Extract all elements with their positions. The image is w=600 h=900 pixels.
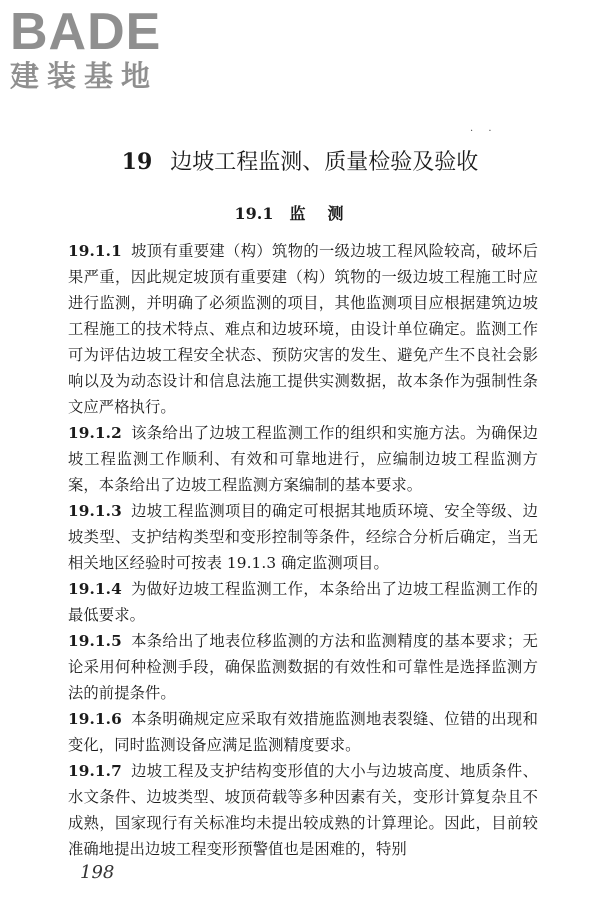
page-number: 198 bbox=[80, 862, 115, 883]
clause-text: 坡顶有重要建（构）筑物的一级边坡工程风险较高，破坏后果严重，因此规定坡顶有重要建（构）筑物的一级边坡工程施工时应进行监测，并明确了必须监测的项目，其他监测项目应根据建筑边坡工程施工的技术特点、难点和边坡环境，由设计单位确定。监测工作可为评估边坡工程安全状态、预防灾害的发生、避免产生不良社会影响以及为动态设计和信息法施工提供实测数据，故本条作为强制性条文应严格执行。 bbox=[68, 242, 538, 416]
clause-paragraph bbox=[68, 238, 538, 420]
clause-text: 本条明确规定应采取有效措施监测地表裂缝、位错的出现和变化，同时监测设备应满足监测精度要求。 bbox=[68, 710, 538, 754]
clause-number: 19.1.1 bbox=[68, 242, 122, 260]
clause-text: 为做好边坡工程监测工作，本条给出了边坡工程监测工作的最低要求。 bbox=[68, 580, 538, 624]
clause-text: 边坡工程及支护结构变形值的大小与边坡高度、地质条件、水文条件、边坡类型、坡顶荷载等多种因素有关，变形计算复杂且不成熟，国家现行有关标准均未提出较成熟的计算理论。因此，目前较准确地提出边坡工程变形预警值也是困难的，特别 bbox=[68, 762, 538, 858]
chapter-title bbox=[0, 147, 600, 178]
clause-paragraph bbox=[68, 498, 538, 576]
clause-number: 19.1.5 bbox=[68, 632, 122, 650]
clause-paragraph bbox=[68, 420, 538, 498]
scan-marks: · · bbox=[470, 126, 498, 137]
section-title-text: 监测 bbox=[289, 204, 366, 223]
clause-text: 本条给出了地表位移监测的方法和监测精度的基本要求；无论采用何种检测手段，确保监测数据的有效性和可靠性是选择监测方法的前提条件。 bbox=[68, 632, 538, 702]
clause-paragraph bbox=[68, 628, 538, 706]
clause-text: 该条给出了边坡工程监测工作的组织和实施方法。为确保边坡工程监测工作顺利、有效和可靠地进行，应编制边坡工程监测方案，本条给出了边坡工程监测方案编制的基本要求。 bbox=[68, 424, 538, 494]
section-number: 19.1 bbox=[234, 204, 274, 223]
clause-number: 19.1.6 bbox=[68, 710, 122, 728]
clause-number: 19.1.2 bbox=[68, 424, 122, 442]
clause-text: 边坡工程监测项目的确定可根据其地质环境、安全等级、边坡类型、支护结构类型和变形控制等条件，经综合分析后确定，当无相关地区经验时可按表 19.1.3 确定监测项目。 bbox=[68, 502, 538, 572]
clause-paragraph bbox=[68, 706, 538, 758]
clause-list bbox=[68, 238, 538, 862]
clause-number: 19.1.7 bbox=[68, 762, 122, 780]
logo-mark: BADE bbox=[10, 3, 162, 61]
chapter-number: 19 bbox=[121, 149, 153, 175]
clause-number: 19.1.3 bbox=[68, 502, 122, 520]
section-title bbox=[0, 202, 600, 226]
clause-paragraph bbox=[68, 576, 538, 628]
bade-logo bbox=[10, 3, 180, 93]
logo-subtitle: 建装基地 bbox=[10, 59, 159, 93]
chapter-title-text: 边坡工程监测、质量检验及验收 bbox=[170, 150, 479, 175]
clause-number: 19.1.4 bbox=[68, 580, 122, 598]
clause-paragraph bbox=[68, 758, 538, 862]
